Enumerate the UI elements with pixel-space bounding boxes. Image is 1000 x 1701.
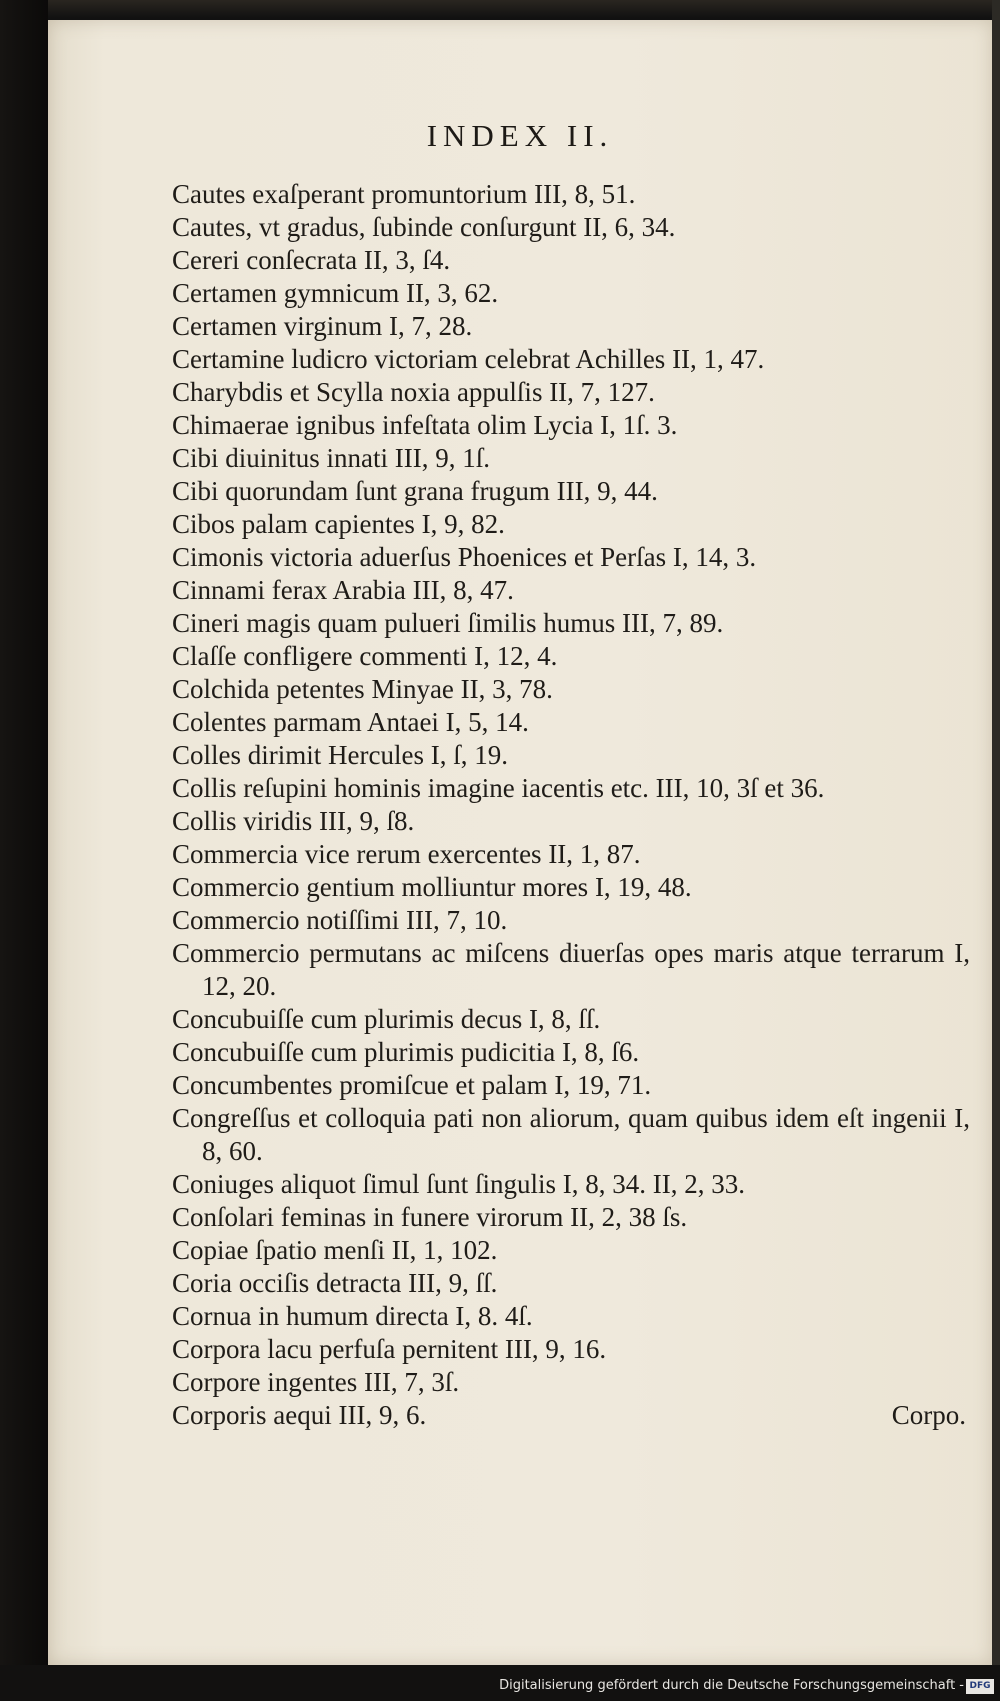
index-entry: Cibi quorundam ſunt grana frugum III, 9, 44. bbox=[172, 476, 658, 506]
index-entry: Coria occiſis detracta III, 9, ſſ. bbox=[172, 1268, 498, 1298]
index-entry: Copiae ſpatio menſi II, 1, 102. bbox=[172, 1235, 498, 1265]
index-entries bbox=[172, 178, 970, 1432]
index-entry: Claſſe confligere commenti I, 12, 4. bbox=[172, 641, 558, 671]
index-entry: Corpora lacu perfuſa pernitent III, 9, 16. bbox=[172, 1334, 607, 1364]
index-entry: Cineri magis quam pulueri ſimilis humus III, 7, 89. bbox=[172, 608, 724, 638]
index-entry: Commercio notiſſimi III, 7, 10. bbox=[172, 905, 508, 935]
index-entry: Cornua in humum directa I, 8. 4ſ. bbox=[172, 1301, 533, 1331]
index-entry: Cautes exaſperant promuntorium III, 8, 51. bbox=[172, 179, 636, 209]
index-entry: Cereri conſecrata II, 3, ſ4. bbox=[172, 245, 451, 275]
index-entry: Collis reſupini hominis imagine iacentis etc. III, 10, 3ſ et 36. bbox=[172, 773, 825, 803]
index-entry: Corpore ingentes III, 7, 3ſ. bbox=[172, 1367, 460, 1397]
final-line bbox=[172, 1399, 970, 1432]
index-entry: Concumbentes promiſcue et palam I, 19, 71. bbox=[172, 1070, 652, 1100]
index-entry: Cinnami ferax Arabia III, 8, 47. bbox=[172, 575, 514, 605]
index-entry: Concubuiſſe cum plurimis decus I, 8, ſſ. bbox=[172, 1004, 601, 1034]
book-binding-edge bbox=[0, 0, 48, 1701]
index-entry: Commercio permutans ac miſcens diuerſas opes maris atque terrarum I, 12, 20. bbox=[172, 938, 970, 1001]
index-entry: Certamen virginum I, 7, 28. bbox=[172, 311, 473, 341]
index-entry: Chimaerae ignibus infeſtata olim Lycia I, 1ſ. 3. bbox=[172, 410, 678, 440]
index-entry: Coniuges aliquot ſimul ſunt ſingulis I, 8, 34. II, 2, 33. bbox=[172, 1169, 745, 1199]
index-entry: Cautes, vt gradus, ſubinde conſurgunt II, 6, 34. bbox=[172, 212, 676, 242]
index-entry: Corporis aequi III, 9, 6. bbox=[172, 1400, 427, 1430]
book-right-edge bbox=[992, 0, 1000, 1701]
funding-credit: Digitalisierung gefördert durch die Deutsche Forschungsgemeinschaft - bbox=[499, 1678, 964, 1693]
index-entry: Commercia vice rerum exercentes II, 1, 87. bbox=[172, 839, 641, 869]
index-entry: Congreſſus et colloquia pati non aliorum, quam quibus idem eſt ingenii I, 8, 60. bbox=[172, 1103, 970, 1166]
index-entry: Cimonis victoria aduerſus Phoenices et Perſas I, 14, 3. bbox=[172, 542, 757, 572]
index-entry: Colles dirimit Hercules I, ſ, 19. bbox=[172, 740, 508, 770]
index-entry: Cibi diuinitus innati III, 9, 1ſ. bbox=[172, 443, 490, 473]
page-heading: INDEX II. bbox=[426, 118, 614, 153]
index-entry: Collis viridis III, 9, ſ8. bbox=[172, 806, 415, 836]
dfg-logo-icon: DFG bbox=[966, 1679, 994, 1694]
digitization-footer bbox=[0, 1665, 1000, 1701]
index-entry: Conſolari feminas in funere virorum II, 2, 38 ſs. bbox=[172, 1202, 688, 1232]
index-entry: Concubuiſſe cum plurimis pudicitia I, 8, ſ6. bbox=[172, 1037, 640, 1067]
book-page bbox=[48, 20, 992, 1665]
index-entry: Commercio gentium molliuntur mores I, 19, 48. bbox=[172, 872, 692, 902]
index-entry: Charybdis et Scylla noxia appulſis II, 7, 127. bbox=[172, 377, 655, 407]
index-entry: Cibos palam capientes I, 9, 82. bbox=[172, 509, 505, 539]
index-entry: Certamine ludicro victoriam celebrat Achilles II, 1, 47. bbox=[172, 344, 765, 374]
index-entry: Certamen gymnicum II, 3, 62. bbox=[172, 278, 499, 308]
index-entry: Colentes parmam Antaei I, 5, 14. bbox=[172, 707, 529, 737]
catchword: Corpo. bbox=[891, 1400, 966, 1430]
book-top-edge bbox=[0, 0, 1000, 18]
index-entry: Colchida petentes Minyae II, 3, 78. bbox=[172, 674, 553, 704]
